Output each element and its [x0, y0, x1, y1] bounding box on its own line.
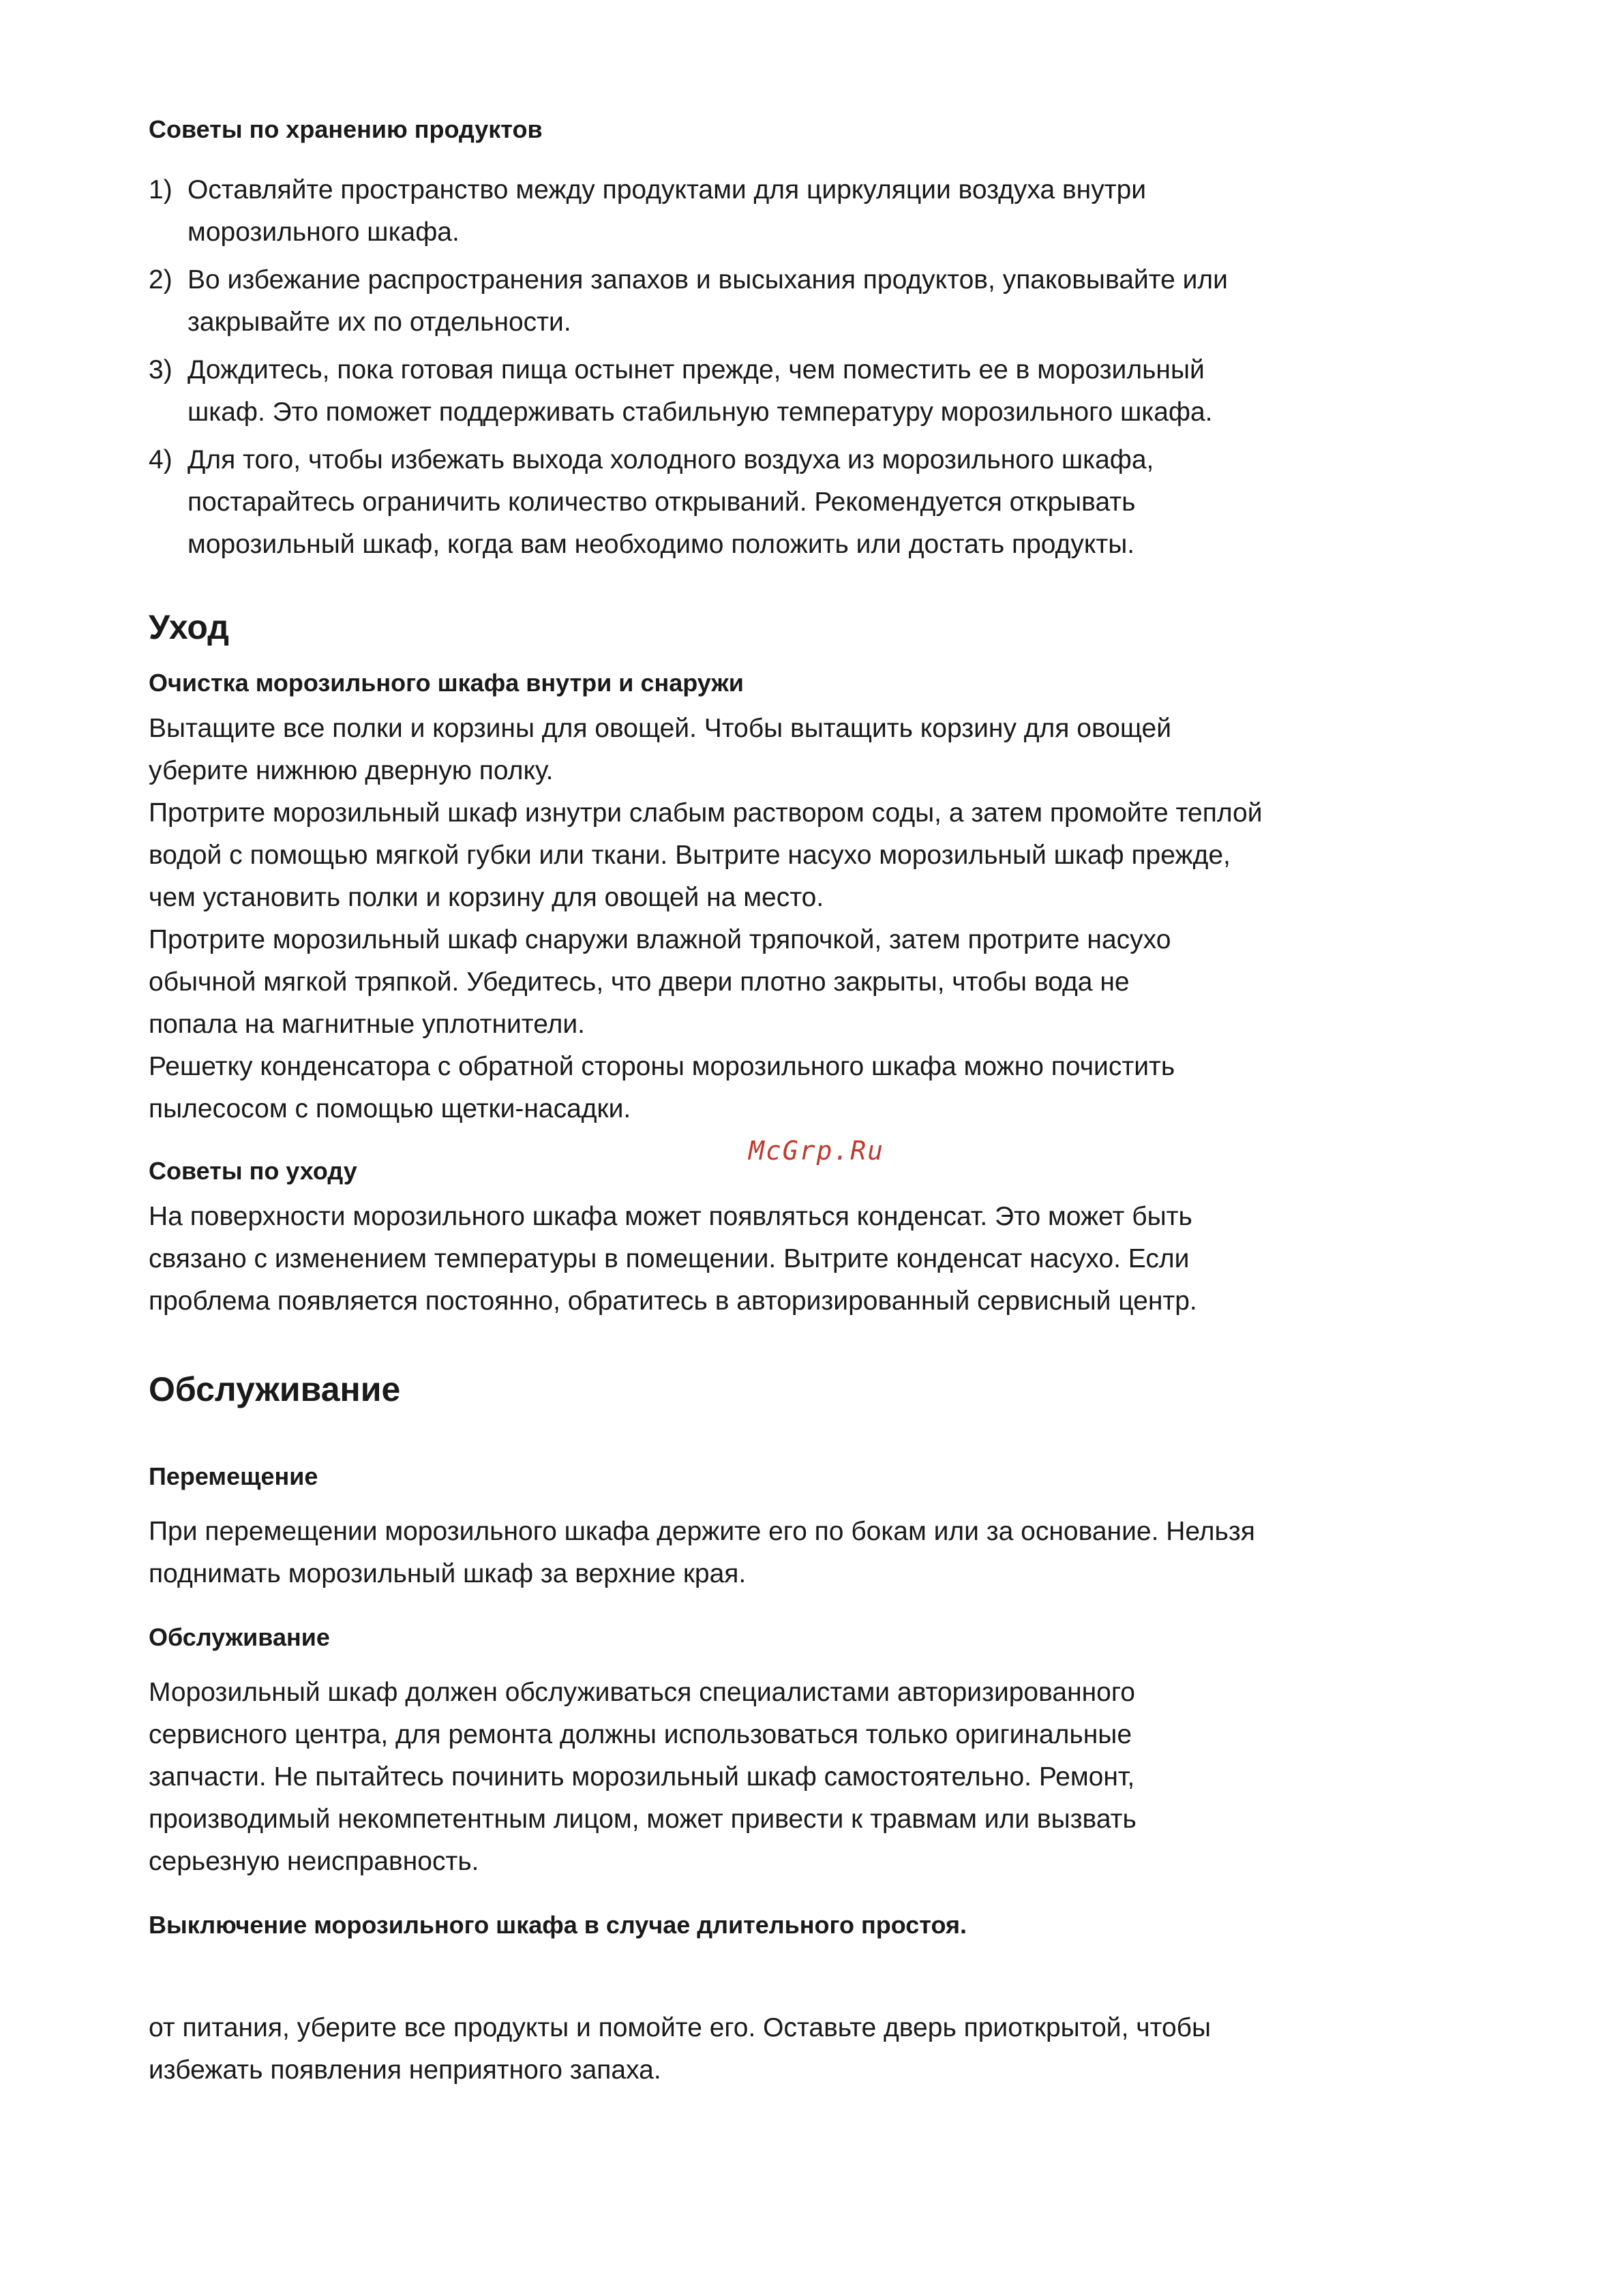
list-text: Во избежание распространения запахов и высыхания продуктов, упаковывайте или закрывайте их по отдельности. — [187, 265, 1228, 337]
shutdown-text: от питания, уберите все продукты и помойте его. Оставьте дверь приоткрытой, чтобы избежать появления неприятного запаха. — [149, 2013, 1212, 2085]
maintenance-text: Морозильный шкаф должен обслуживаться специалистами авторизированного сервисного центра, для ремонта должны использоваться только оригинальные запчасти. Не пытайтесь починить морозильный шкаф самостоятельно. Ремонт, производимый некомпетентным лицом, может привести к травмам или вызвать серьезную неисправность. — [149, 1678, 1137, 1876]
storage-tips-heading: Советы по хранению продуктов — [149, 115, 543, 143]
care-tips-text: На поверхности морозильного шкафа может появляться конденсат. Это может быть связано с изменением температуры в помещении. Вытрите конденсат насухо. Если проблема появляется постоянно, обратитесь в авторизированный сервисный центр. — [149, 1202, 1197, 1316]
list-text: Оставляйте пространство между продуктами для циркуляции воздуха внутри морозильного шкафа. — [187, 175, 1147, 247]
list-number: 2) — [149, 265, 172, 294]
watermark: McGrp.Ru — [749, 1136, 885, 1166]
care-section-title: Уход — [149, 608, 230, 646]
list-number: 3) — [149, 355, 172, 384]
moving-heading: Перемещение — [149, 1462, 318, 1490]
cleaning-heading: Очистка морозильного шкафа внутри и снаружи — [149, 669, 744, 697]
cleaning-text: Вытащите все полки и корзины для овощей. Чтобы вытащить корзину для овощей уберите нижнюю дверную полку. Протрите морозильный шкаф изнутри слабым раствором соды, а затем промойте теплой водой с помощью мягкой губки или ткани. Вытрите насухо морозильный шкаф прежде, чем установить полки и корзину для овощей на место. Протрите морозильный шкаф снаружи влажной тряпочкой, затем протрите насухо обычной мягкой тряпкой. Убедитесь, что двери плотно закрыты, чтобы вода не попала на магнитные уплотнители. Решетку конденсатора с обратной стороны морозильного шкафа можно почистить пылесосом с помощью щетки-насадки. — [149, 714, 1263, 1123]
shutdown-heading: Выключение морозильного шкафа в случае длительного простоя. — [149, 1911, 967, 1939]
moving-text: При перемещении морозильного шкафа держите его по бокам или за основание. Нельзя поднимать морозильный шкаф за верхние края. — [149, 1517, 1255, 1588]
list-number: 1) — [149, 175, 172, 205]
list-number: 4) — [149, 445, 172, 474]
service-section-title: Обслуживание — [149, 1370, 401, 1408]
maintenance-heading: Обслуживание — [149, 1623, 330, 1651]
care-tips-heading: Советы по уходу — [149, 1157, 357, 1185]
list-text: Дождитесь, пока готовая пища остынет прежде, чем поместить ее в морозильный шкаф. Это поможет поддерживать стабильную температуру морозильного шкафа. — [187, 355, 1213, 427]
list-text: Для того, чтобы избежать выхода холодного воздуха из морозильного шкафа, постарайтесь ограничить количество открываний. Рекомендуется открывать морозильный шкаф, когда вам необходимо положить или достать продукты. — [187, 445, 1154, 559]
